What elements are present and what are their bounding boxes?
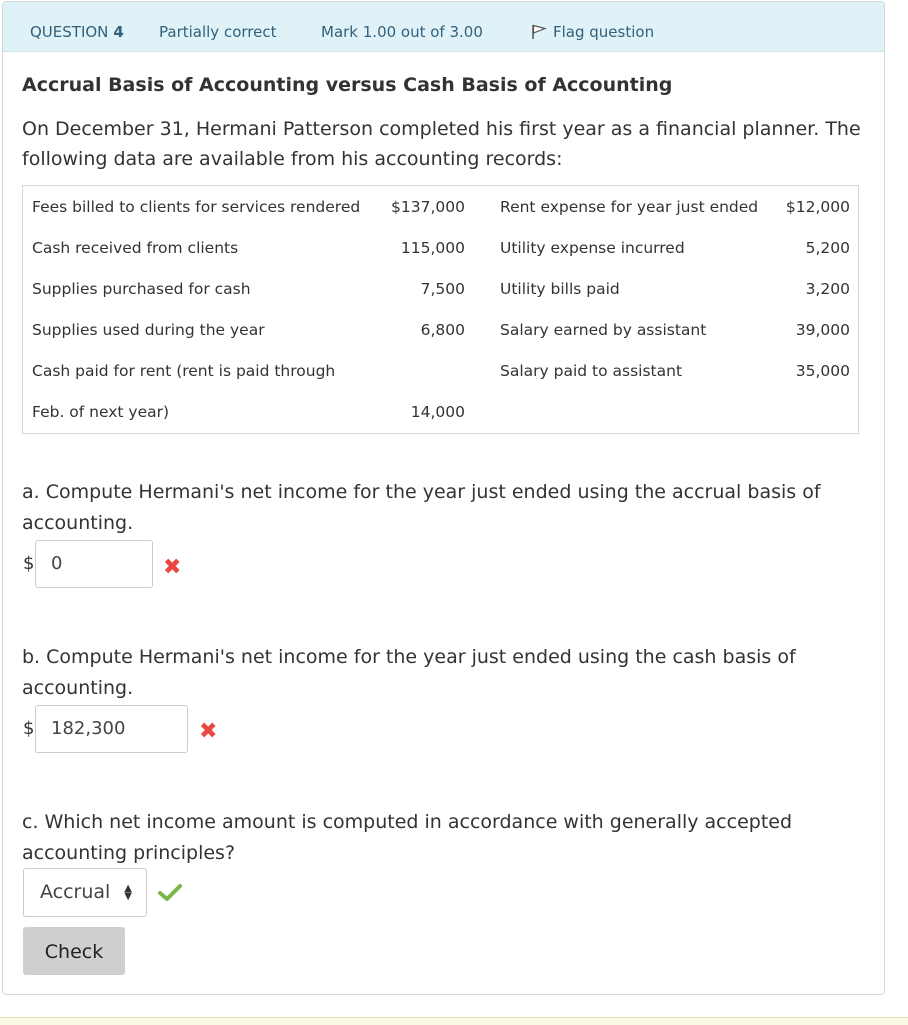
part-c-answer-select[interactable] [23, 868, 147, 917]
table-right-label: Salary earned by assistant [500, 321, 707, 339]
select-caret-icon: ▲ ▼ [124, 882, 132, 902]
table-left-value: 115,000 [400, 239, 465, 257]
table-left-value: $137,000 [391, 198, 465, 216]
table-right-value: 5,200 [805, 239, 850, 257]
incorrect-icon: ✖ [199, 719, 218, 744]
part-a-question: a. Compute Hermani's net income for the year just ended using the accrual basis of accounting. [22, 481, 821, 534]
table-right-value: $12,000 [785, 198, 850, 216]
table-left-value: 14,000 [410, 403, 465, 421]
incorrect-icon: ✖ [163, 555, 182, 580]
table-right-value: 35,000 [795, 362, 850, 380]
table-left-label: Fees billed to clients for services rendered [32, 198, 361, 216]
part-b-question: b. Compute Hermani's net income for the year just ended using the cash basis of accounting. [22, 646, 796, 699]
part-a-currency: $ [23, 553, 35, 574]
part-c-question: c. Which net income amount is computed in accordance with generally accepted accounting principles? [22, 811, 793, 864]
question-intro: On December 31, Hermani Patterson completed his first year as a financial planner. The following data are available from his accounting records: [22, 118, 861, 170]
flag-question-link[interactable] [531, 2, 654, 62]
table-left-label: Supplies used during the year [32, 321, 265, 339]
table-right-value: 39,000 [795, 321, 850, 339]
table-left-label: Feb. of next year) [32, 403, 170, 421]
question-info-header [3, 2, 884, 52]
question-number: QUESTION 4 [30, 23, 124, 41]
table-left-label: Cash paid for rent (rent is paid through [32, 362, 336, 380]
question-state: Partially correct [159, 23, 277, 41]
table-right-label: Utility bills paid [500, 280, 620, 298]
table-right-label: Salary paid to assistant [500, 362, 683, 380]
flag-question-label: Flag question [553, 23, 655, 41]
question-title: Accrual Basis of Accounting versus Cash Basis of Accounting [22, 74, 673, 96]
flag-icon [531, 24, 547, 40]
table-right-label: Utility expense incurred [500, 239, 685, 257]
check-button[interactable]: Check [23, 927, 125, 975]
table-left-label: Cash received from clients [32, 239, 239, 257]
table-right-value: 3,200 [805, 280, 850, 298]
part-a-answer-input[interactable]: 0 [35, 540, 153, 588]
part-b-currency: $ [23, 718, 35, 739]
table-left-value: 6,800 [420, 321, 465, 339]
question-mark: Mark 1.00 out of 3.00 [321, 23, 483, 41]
table-right-label: Rent expense for year just ended [500, 198, 759, 216]
part-b-answer-input[interactable]: 182,300 [35, 705, 188, 753]
table-left-label: Supplies purchased for cash [32, 280, 251, 298]
correct-check-icon [158, 884, 182, 902]
accounting-data-table [22, 185, 859, 434]
selected-option: Accrual [40, 881, 111, 903]
table-left-value: 7,500 [420, 280, 465, 298]
